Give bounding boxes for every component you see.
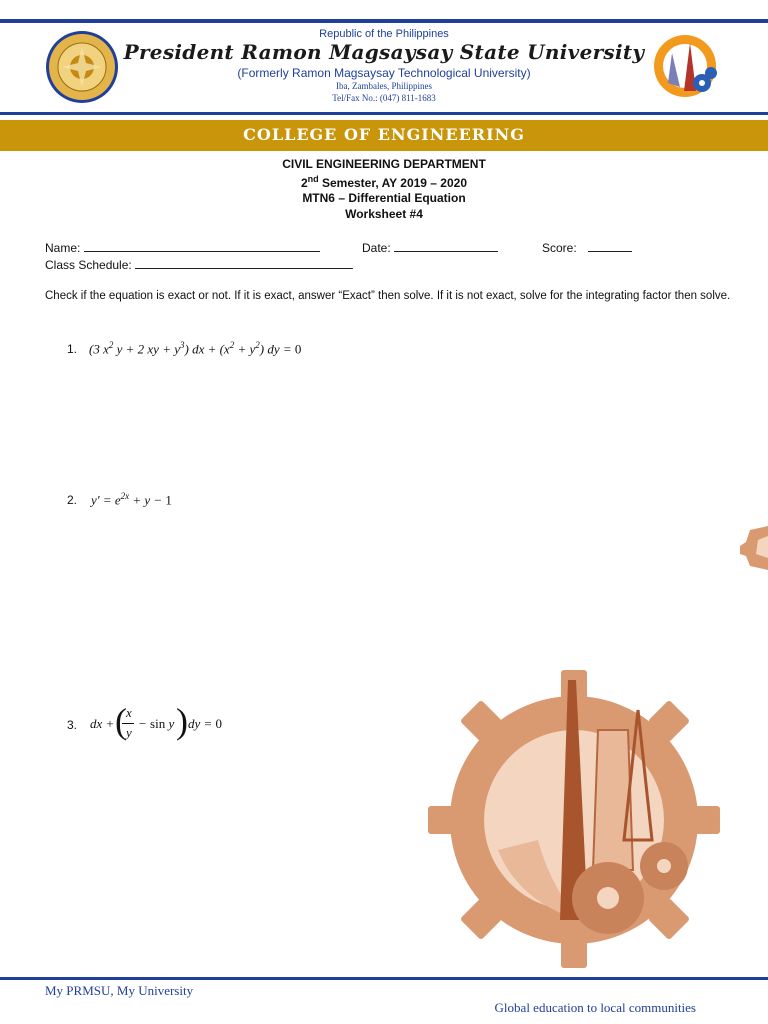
college-title: COLLEGE OF ENGINEERING: [243, 125, 525, 144]
name-input-line[interactable]: [84, 240, 320, 252]
instructions: Check if the equation is exact or not. If it is exact, answer “Exact” then solve. If it is not exact, solve for the integrating factor then solve.: [45, 290, 731, 302]
course-title: MTN6 – Differential Equation: [302, 191, 466, 205]
worksheet-title: Worksheet #4: [345, 207, 423, 221]
score-field: [542, 240, 632, 255]
formerly-name: (Formerly Ramon Magsaysay Technological University): [237, 66, 531, 80]
department-title: CIVIL ENGINEERING DEPARTMENT: [282, 157, 486, 171]
telfax-number: Tel/Fax No.: (047) 811-1683: [332, 93, 436, 103]
question-2-number: 2.: [67, 493, 78, 507]
question-2-equation: $y' = e^{2x} + y - 1$: [91, 491, 172, 508]
footer-motto: My PRMSU, My University: [45, 983, 194, 998]
question-1-number: 1.: [67, 342, 78, 356]
name-label: Name:: [45, 241, 81, 255]
schedule-label: Class Schedule:: [45, 258, 132, 272]
score-label: Score:: [542, 241, 577, 255]
semester-line: 2nd Semester, AY 2019 – 2020: [300, 174, 468, 190]
name-field: [45, 240, 320, 255]
footer-tagline: Global education to local communities: [494, 1000, 696, 1015]
question-3-number: 3.: [67, 718, 78, 732]
college-engineering-watermark: [428, 670, 720, 970]
score-input-line[interactable]: [588, 240, 632, 252]
date-label: Date:: [362, 241, 391, 255]
header-bottom-rule: [0, 112, 768, 115]
footer-rule: [0, 977, 768, 980]
university-name: President Ramon Magsaysay State University: [123, 40, 645, 64]
question-1-equation: (3 $x^2$ y + 2 xy + $y^3$) dx + $(x^2 + y^2)$ dy = 0: [89, 340, 302, 357]
watermark-fragment: [738, 524, 768, 572]
header-top-rule: [0, 19, 768, 23]
date-field: [362, 240, 498, 255]
date-input-line[interactable]: [394, 240, 498, 252]
schedule-input-line[interactable]: [135, 257, 353, 269]
republic-label: Republic of the Philippines: [319, 28, 449, 40]
university-address: Iba, Zambales, Philippines: [336, 81, 432, 91]
class-schedule-field: [45, 257, 353, 272]
